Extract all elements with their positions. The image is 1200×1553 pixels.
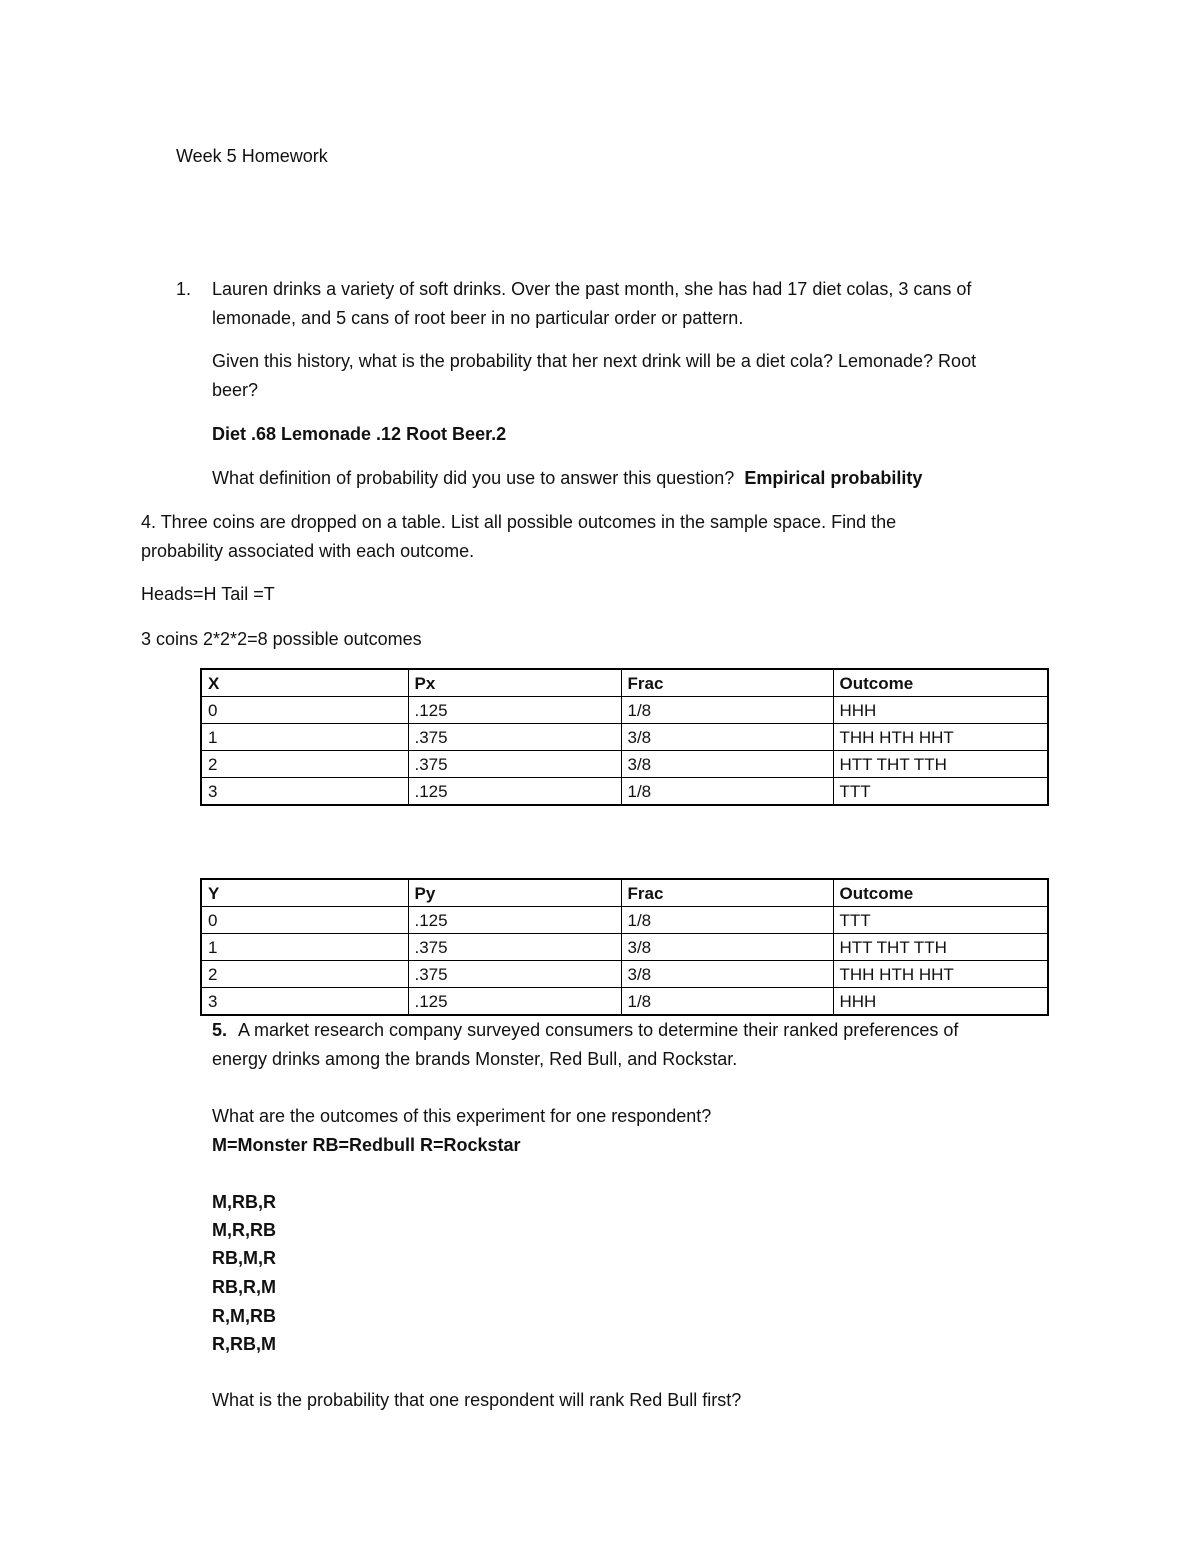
table-x: [200, 668, 1049, 806]
q5-outcome: M,RB,R: [212, 1192, 276, 1212]
table-y-header-cell: Y: [201, 879, 408, 907]
table-row: [201, 934, 1048, 961]
table-row: [201, 724, 1048, 751]
table-x-header-row: [201, 669, 1048, 697]
q4-legend: Heads=H Tail =T: [141, 584, 275, 604]
table-y: [200, 878, 1049, 1016]
table-cell: TTT: [833, 907, 1048, 934]
table-cell: .125: [408, 778, 621, 806]
q4-line-1: 4. Three coins are dropped on a table. List all possible outcomes in the sample space. Find the: [141, 512, 897, 532]
table-x-header-cell: Frac: [621, 669, 833, 697]
table-cell: HTT THT TTH: [833, 934, 1048, 961]
table-cell: 3/8: [621, 724, 833, 751]
table-y-header-cell: Py: [408, 879, 621, 907]
table-row: [201, 961, 1048, 988]
q5-outcome: M,R,RB: [212, 1220, 276, 1240]
table-cell: HHH: [833, 697, 1048, 724]
q5-outcome: R,RB,M: [212, 1334, 276, 1354]
q1-definition-answer: Empirical probability: [744, 468, 923, 488]
table-cell: 3/8: [621, 751, 833, 778]
table-cell: THH HTH HHT: [833, 724, 1048, 751]
table-cell: THH HTH HHT: [833, 961, 1048, 988]
table-cell: .375: [408, 724, 621, 751]
table-cell: 1/8: [621, 988, 833, 1016]
q1-line-3: Given this history, what is the probability that her next drink will be a diet cola? Lemonade? Root: [212, 351, 977, 371]
q5-question: What are the outcomes of this experiment for one respondent?: [212, 1106, 712, 1126]
q4-count: 3 coins 2*2*2=8 possible outcomes: [141, 629, 422, 649]
table-cell: 0: [201, 697, 408, 724]
table-cell: 2: [201, 751, 408, 778]
q5-outcome: R,M,RB: [212, 1306, 276, 1326]
table-cell: TTT: [833, 778, 1048, 806]
table-cell: HTT THT TTH: [833, 751, 1048, 778]
q4-line-2: probability associated with each outcome.: [141, 541, 475, 561]
table-cell: 0: [201, 907, 408, 934]
q1-line-1: Lauren drinks a variety of soft drinks. Over the past month, she has had 17 diet colas, 3 cans of: [212, 279, 972, 299]
table-cell: .125: [408, 907, 621, 934]
table-row: [201, 778, 1048, 806]
document-title: Week 5 Homework: [176, 146, 328, 166]
table-y-header-cell: Frac: [621, 879, 833, 907]
q5-outcome: RB,R,M: [212, 1277, 276, 1297]
table-cell: .375: [408, 934, 621, 961]
table-x-header-cell: Outcome: [833, 669, 1048, 697]
table-cell: .125: [408, 988, 621, 1016]
table-y-header-cell: Outcome: [833, 879, 1048, 907]
table-cell: 2: [201, 961, 408, 988]
table-cell: 3/8: [621, 961, 833, 988]
q5-number: 5.: [212, 1020, 228, 1040]
q5-outcome: RB,M,R: [212, 1248, 276, 1268]
table-row: [201, 751, 1048, 778]
q5-final-question: What is the probability that one respondent will rank Red Bull first?: [212, 1390, 742, 1410]
table-row: [201, 988, 1048, 1016]
q1-definition: [212, 469, 922, 487]
q1-line-2: lemonade, and 5 cans of root beer in no particular order or pattern.: [212, 308, 744, 328]
table-cell: 3/8: [621, 934, 833, 961]
q5-line-2: energy drinks among the brands Monster, Red Bull, and Rockstar.: [212, 1049, 738, 1069]
table-row: [201, 697, 1048, 724]
q1-definition-question: What definition of probability did you use to answer this question?: [212, 468, 735, 488]
q5-legend: M=Monster RB=Redbull R=Rockstar: [212, 1135, 521, 1155]
q1-answer: Diet .68 Lemonade .12 Root Beer.2: [212, 424, 507, 444]
q5-line-1: A market research company surveyed consumers to determine their ranked preferences of: [238, 1020, 959, 1040]
table-x-header-cell: Px: [408, 669, 621, 697]
table-cell: .375: [408, 751, 621, 778]
table-cell: 3: [201, 988, 408, 1016]
table-cell: 1: [201, 934, 408, 961]
table-cell: 1: [201, 724, 408, 751]
table-cell: .125: [408, 697, 621, 724]
q1-number: 1.: [176, 279, 192, 299]
table-cell: 3: [201, 778, 408, 806]
table-cell: HHH: [833, 988, 1048, 1016]
table-x-header-cell: X: [201, 669, 408, 697]
table-row: [201, 907, 1048, 934]
table-cell: 1/8: [621, 778, 833, 806]
table-cell: 1/8: [621, 697, 833, 724]
table-cell: .375: [408, 961, 621, 988]
table-y-header-row: [201, 879, 1048, 907]
table-cell: 1/8: [621, 907, 833, 934]
q1-line-4: beer?: [212, 380, 259, 400]
